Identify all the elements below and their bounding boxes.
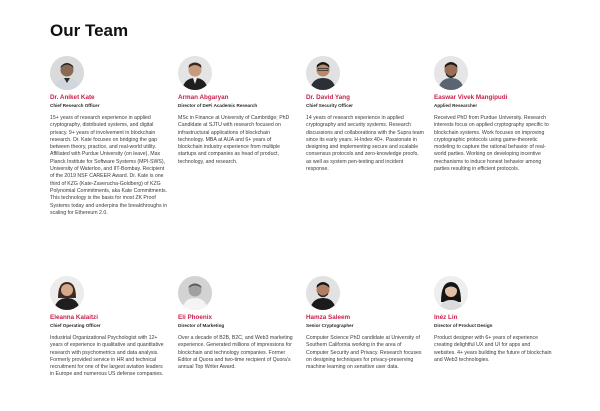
member-bio: Over a decade of B2B, B2C, and Web3 marketing experience. Generated millions of impressions for blockchain and technology companies. Former Editor at Quora and two-time recipient of Quora's annual Top Writer Award. bbox=[178, 335, 293, 371]
member-name: Arman Abgaryan bbox=[178, 94, 229, 101]
person-portrait-icon bbox=[50, 56, 84, 90]
member-bio: Product designer with 6+ years of experience creating delightful UX and UI for apps and websites. 4+ years building the future of blockchain and Web3 technologies. bbox=[434, 335, 552, 363]
member-role: Director of Marketing bbox=[178, 323, 225, 328]
member-name: Eli Phoenix bbox=[178, 314, 212, 321]
member-role: Senior Cryptographer bbox=[306, 323, 354, 328]
team-member-card bbox=[178, 56, 298, 166]
member-bio: Industrial Organizational Psychologist with 12+ years of experience in qualitative and quantitative research with psychometrics and data analysis. Formerly provided service in HR and technical recruitment for one of the largest aviation leaders in Europe and numerous US defense companies. bbox=[50, 335, 164, 378]
team-member-card bbox=[434, 56, 554, 173]
member-bio: 14 years of research experience in applied cryptography and security systems. Research discussions and collaborations with the Supra team since its early years. H-Index 40+. Passionate in designing and implementing secure and scalable consensus protocols and zero-knowledge proofs, as well as system pen-testing and incident response. bbox=[306, 115, 424, 173]
member-role: Director of Product Design bbox=[434, 323, 493, 328]
page-title: Our Team bbox=[50, 21, 129, 40]
team-member-card bbox=[306, 56, 426, 173]
member-role: Director of DeFi Academic Research bbox=[178, 103, 258, 108]
member-name: Easwar Vivek Mangipudi bbox=[434, 94, 508, 101]
person-portrait-icon bbox=[306, 56, 340, 90]
team-member-card bbox=[434, 276, 554, 364]
person-portrait-icon bbox=[434, 56, 468, 90]
member-name: Dr. David Yang bbox=[306, 94, 350, 101]
team-member-card bbox=[50, 276, 170, 379]
member-role: Chief Operating Officer bbox=[50, 323, 101, 328]
member-bio: Computer Science PhD candidate at University of Southern California working in the area of Computer Security and Privacy. Research focuses on designing techniques for privacy-preserving machine learning on sensitive user data. bbox=[306, 335, 422, 371]
person-portrait-icon bbox=[50, 276, 84, 310]
member-name: Dr. Aniket Kate bbox=[50, 94, 95, 101]
team-member-card bbox=[178, 276, 298, 371]
member-name: Hamza Saleem bbox=[306, 314, 351, 321]
team-member-card bbox=[306, 276, 426, 371]
member-role: Chief Research Officer bbox=[50, 103, 100, 108]
member-role: Applied Researcher bbox=[434, 103, 478, 108]
member-name: Eleanna Kalaitzi bbox=[50, 314, 98, 321]
member-bio: MSc in Finance at University of Cambridge; PhD Candidate at SJTU with research focused on infrastructural applications of blockchain technology. MBA at AUA and 6+ years of blockchain industry experience from multiple startups and companies as head of product, technology, and research. bbox=[178, 115, 290, 165]
person-portrait-icon bbox=[178, 276, 212, 310]
member-bio: 15+ years of research experience in applied cryptography, distributed systems, and digital privacy. 9+ years of involvement in blockchain research. Dr. Kate focuses on bridging the gap between theory, practice, and real-world utility. Affiliated with Purdue University (on leave), Max Planck Institute for Software Systems (MPI-SWS), University of Waterloo, and IIT-Bombay. Recipient of the 2019 NSF CAREER Award. Dr. Kate is one third of KZG (Kate-Zaverucha-Goldberg) of KZG Polynomial Commitments, aka Kate Commitments. This technology is the basis for most ZK Proof Systems today and underpins the breakthroughs in scaling for Ethereum 2.0. bbox=[50, 115, 168, 216]
person-portrait-icon bbox=[178, 56, 212, 90]
member-name: Inéz Lin bbox=[434, 314, 458, 321]
person-portrait-icon bbox=[434, 276, 468, 310]
person-portrait-icon bbox=[306, 276, 340, 310]
team-member-card bbox=[50, 56, 170, 217]
member-bio: Received PhD from Purdue University. Research interests focus on applied cryptography specific to blockchain systems. Work focuses on improving cryptographic protocols using game-theoretic modeling to capture the rational behavior of real-world parties. Working on developing incentive mechanisms to induce honest behavior among parties resulting in efficient protocols. bbox=[434, 115, 549, 173]
member-role: Chief Security Officer bbox=[306, 103, 353, 108]
